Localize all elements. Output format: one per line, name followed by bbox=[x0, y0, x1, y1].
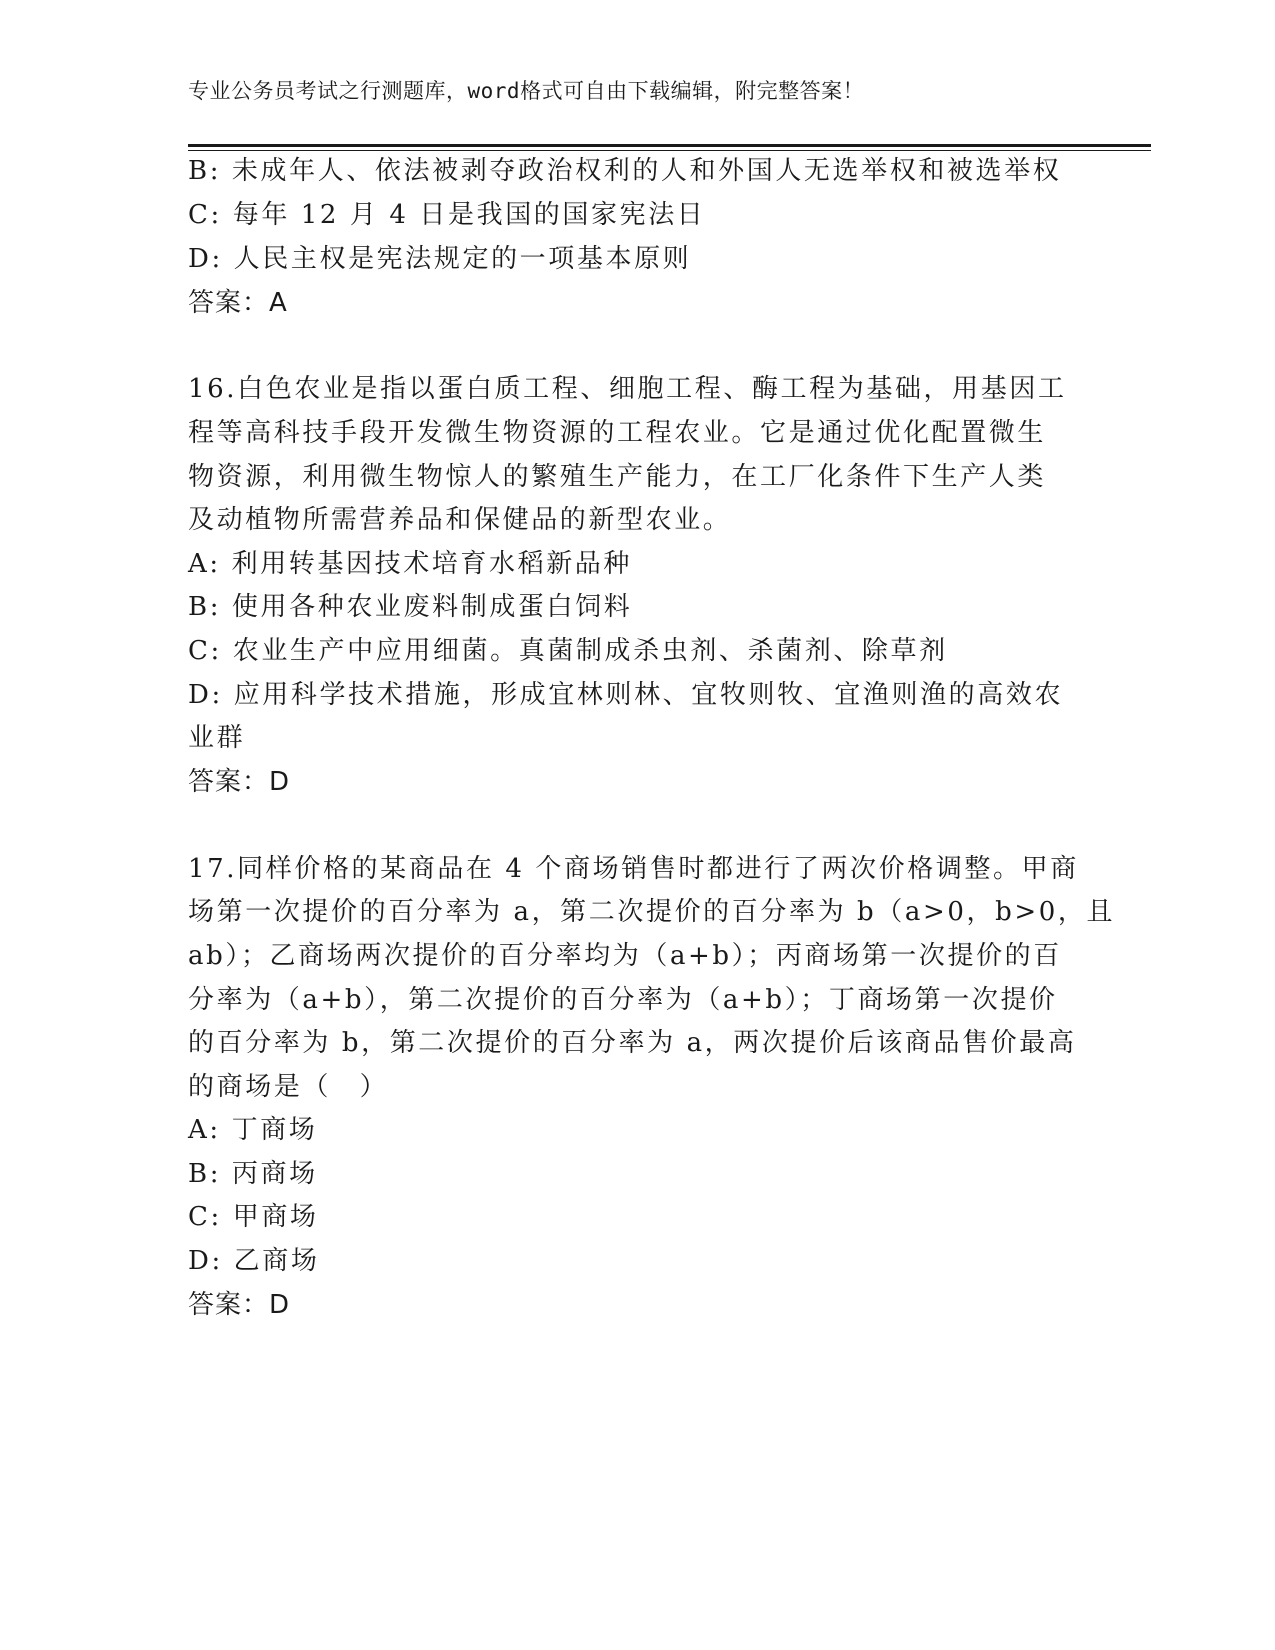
q15-option-b: B: 未成年人、依法被剥夺政治权利的人和外国人无选举权和被选举权 bbox=[188, 156, 1062, 186]
q17-stem-line: 17.同样价格的某商品在 4 个商场销售时都进行了两次价格调整。甲商 bbox=[188, 854, 1079, 884]
q16-option-d-line: 业群 bbox=[188, 723, 246, 753]
q17-option-d: D: 乙商场 bbox=[188, 1246, 320, 1276]
q16-stem-line: 及动植物所需营养品和保健品的新型农业。 bbox=[188, 505, 732, 535]
q17-option-a: A: 丁商场 bbox=[188, 1115, 318, 1145]
q17-stem-line: 场第一次提价的百分率为 a，第二次提价的百分率为 b（a>0，b>0，且 bbox=[188, 897, 1116, 927]
header-rule-thick bbox=[188, 144, 1151, 147]
q16-option-d-line: D: 应用科学技术措施，形成宜林则林、宜牧则牧、宜渔则渔的高效农 bbox=[188, 680, 1064, 710]
q17-stem-line: 的商场是（ ） bbox=[188, 1072, 389, 1102]
q15-answer: 答案：A bbox=[188, 288, 288, 318]
q16-stem-line: 程等高科技手段开发微生物资源的工程农业。它是通过优化配置微生 bbox=[188, 418, 1047, 448]
q15-option-c: C: 每年 12 月 4 日是我国的国家宪法日 bbox=[188, 200, 706, 230]
q16-answer: 答案：D bbox=[188, 767, 291, 797]
q16-option-a: A: 利用转基因技术培育水稻新品种 bbox=[188, 549, 633, 579]
q17-option-c: C: 甲商场 bbox=[188, 1202, 319, 1232]
q17-answer: 答案：D bbox=[188, 1290, 291, 1320]
page-header: 专业公务员考试之行测题库，word格式可自由下载编辑，附完整答案！ bbox=[188, 79, 865, 103]
q17-stem-line: 分率为（a+b），第二次提价的百分率为（a+b）；丁商场第一次提价 bbox=[188, 985, 1058, 1015]
q17-stem-line: 的百分率为 b，第二次提价的百分率为 a，两次提价后该商品售价最高 bbox=[188, 1028, 1077, 1058]
q16-option-c: C: 农业生产中应用细菌。真菌制成杀虫剂、杀菌剂、除草剂 bbox=[188, 636, 948, 666]
q16-option-b: B: 使用各种农业废料制成蛋白饲料 bbox=[188, 592, 633, 622]
q16-stem-line: 物资源，利用微生物惊人的繁殖生产能力，在工厂化条件下生产人类 bbox=[188, 462, 1047, 492]
q17-option-b: B: 丙商场 bbox=[188, 1159, 318, 1189]
q17-stem-line: ab）；乙商场两次提价的百分率均为（a+b）；丙商场第一次提价的百 bbox=[188, 941, 1062, 971]
q15-option-d: D: 人民主权是宪法规定的一项基本原则 bbox=[188, 244, 692, 274]
q16-stem-line: 16.白色农业是指以蛋白质工程、细胞工程、酶工程为基础，用基因工 bbox=[188, 374, 1067, 404]
